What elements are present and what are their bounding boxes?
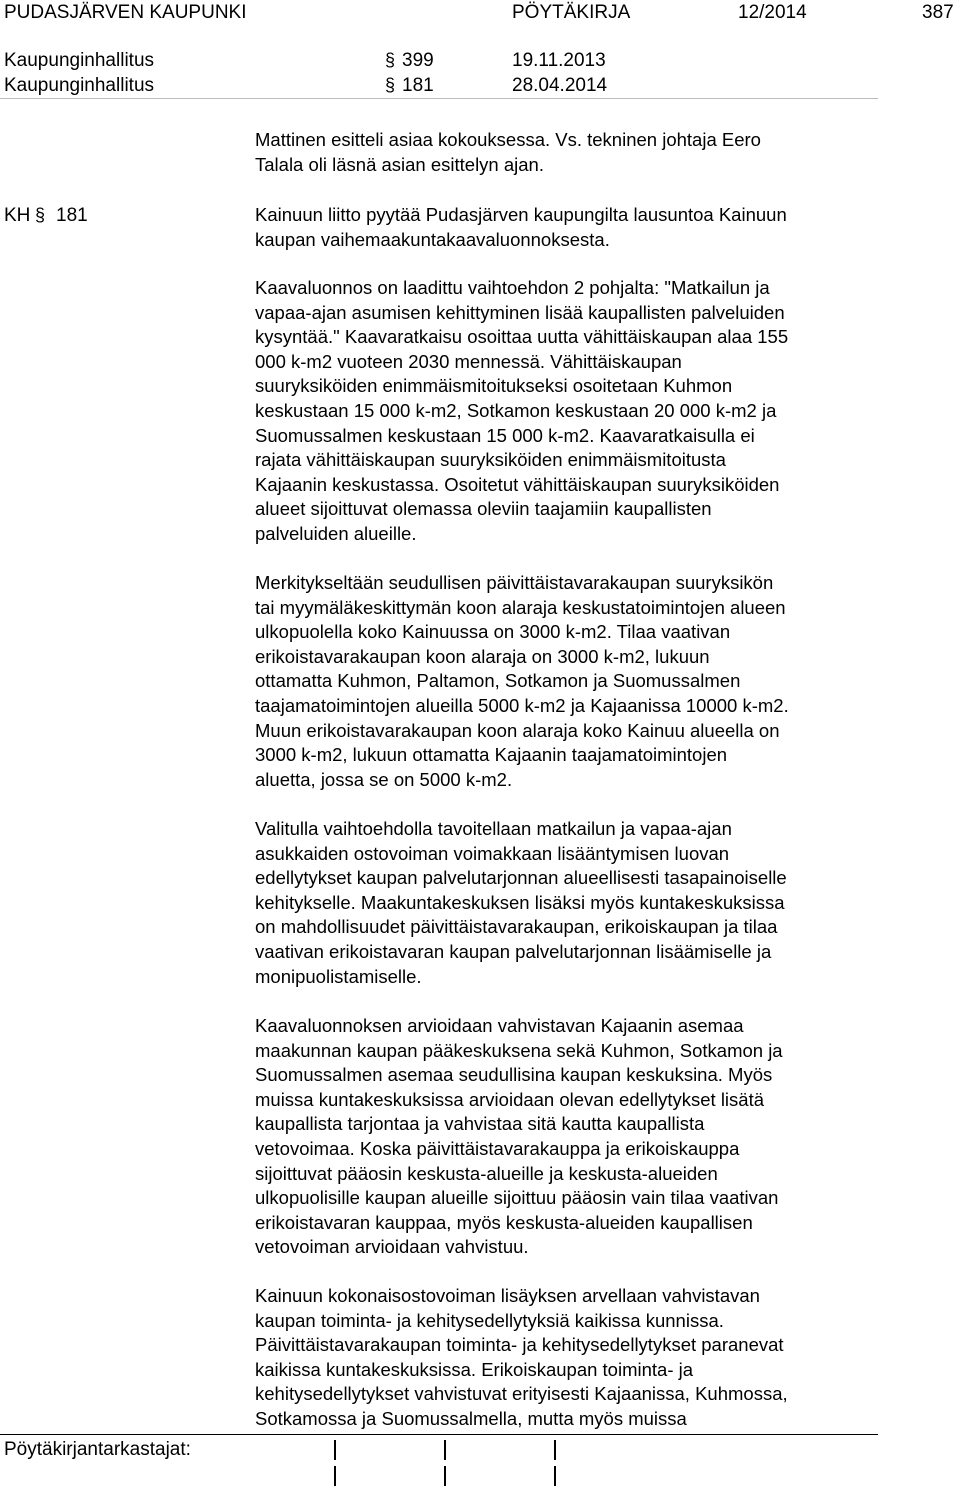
paragraph: Kainuun kokonaisostovoiman lisäyksen arvellaan vahvistavan kaupan toiminta- ja kehitysedellytyksiä kaikissa kunnissa. Päivittäistavarakaupan toiminta- ja kehitysedellytykset paranevat kaikissa kuntakeskuksissa. Erikoiskaupan toiminta- ja kehitysedellytykset vahvistuvat erityisesti Kajaanissa, Kuhmossa, Sotkamossa ja Suomussalmella, mutta myös muissa bbox=[255, 1285, 788, 1429]
reference-body: Kaupunginhallitus bbox=[4, 75, 155, 96]
signature-field bbox=[444, 1440, 446, 1460]
signature-field bbox=[334, 1440, 336, 1460]
document-type: PÖYTÄKIRJA bbox=[512, 2, 631, 23]
reference-section: 399 bbox=[402, 50, 434, 71]
paragraph: Mattinen esitteli asiaa kokouksessa. Vs. tekninen johtaja Eero Talala oli läsnä asian esittelyn ajan. bbox=[255, 129, 761, 175]
paragraph: Kaavaluonnoksen arvioidaan vahvistavan Kajaanin asemaa maakunnan kaupan pääkeskuksena sekä Kuhmon, Sotkamon ja Suomussalmen asemaa seudullisina kaupan keskuksina. Myös muissa kuntakeskuksissa arvioidaan olevan edellytykset lisätä kaupallista tarjontaa ja vahvistaa sitä kautta kaupallista vetovoimaa. Koska päivittäistavarakauppa ja erikoiskauppa sijoittuvat pääosin keskusta-alueille ja keskusta-alueiden ulkopuolisille kaupan alueille sijoittuu pääosin vain tilaa vaativan erikoistavaran kauppaa, myös keskusta-alueiden kaupallisen vetovoiman arvioidaan vahvistuu. bbox=[255, 1015, 783, 1258]
signature-field bbox=[444, 1466, 446, 1486]
header-divider bbox=[0, 98, 878, 99]
signature-field bbox=[334, 1466, 336, 1486]
signature-field bbox=[554, 1466, 556, 1486]
section-label: KH bbox=[4, 205, 31, 226]
section-symbol: § bbox=[385, 75, 396, 95]
reference-section: 181 bbox=[402, 75, 434, 96]
reference-body: Kaupunginhallitus bbox=[4, 50, 155, 71]
paragraph: Valitulla vaihtoehdolla tavoitellaan matkailun ja vapaa-ajan asukkaiden ostovoiman voimakkaan lisääntymisen luovan edellytykset kaupan palvelutarjonnan alueellisesti tasapainoiselle kehitykselle. Maakuntakeskuksen lisäksi myös kuntakeskuksissa on mahdollisuudet päivittäistavarakaupan, erikoiskaupan ja tilaa vaativan erikoistavaran kaupan palvelutarjonnan lisäämiselle ja monipuolistamiselle. bbox=[255, 818, 787, 987]
reference-date: 19.11.2013 bbox=[512, 50, 606, 71]
section-symbol: § bbox=[35, 205, 46, 225]
issue-number: 12/2014 bbox=[738, 2, 807, 23]
footer-label: Pöytäkirjantarkastajat: bbox=[4, 1439, 191, 1460]
paragraph: Kaavaluonnos on laadittu vaihtoehdon 2 pohjalta: "Matkailun ja vapaa-ajan asumisen kehittyminen lisää kaupallisten palveluiden kysyntää." Kaavaratkaisu osoittaa uutta vähittäiskaupan alaa 155 000 k-m2 vuoteen 2030 mennessä. Vähittäiskaupan suuryksiköiden enimmäismitoitukseksi osoitetaan Kuhmon keskustaan 15 000 k-m2, Sotkamon keskustaan 20 000 k-m2 ja Suomussalmen keskustaan 15 000 k-m2. Kaavaratkaisulla ei rajata vähittäiskaupan suuryksiköiden enimmäismitoitusta Kajaanin keskustassa. Osoitetut vähittäiskaupan suuryksiköiden alueet sijoittuvat olemassa oleviin taajamiin kaupallisten palveluiden alueille. bbox=[255, 277, 789, 544]
signature-field bbox=[554, 1440, 556, 1460]
page-number: 387 bbox=[922, 2, 954, 23]
paragraph: Merkitykseltään seudullisen päivittäistavarakaupan suuryksikön tai myymäläkeskittymän koon alaraja keskustatoimintojen alueen ulkopuolella koko Kainuussa on 3000 k-m2. Tilaa vaativan erikoistavarakaupan koon alaraja on 3000 k-m2, lukuun ottamatta Kuhmon, Paltamon, Sotkamon ja Suomussalmen taajamatoimintojen alueilla 5000 k-m2 ja Kajaanissa 10000 k-m2. Muun erikoistavarakaupan koon alaraja koko Kainuu alueella on 3000 k-m2, lukuun ottamatta Kajaanin taajamatoimintojen aluetta, jossa se on 5000 k-m2. bbox=[255, 572, 789, 790]
organization-name: PUDASJÄRVEN KAUPUNKI bbox=[4, 2, 247, 23]
paragraph: Kainuun liitto pyytää Pudasjärven kaupungilta lausuntoa Kainuun kaupan vaihemaakuntakaavaluonnoksesta. bbox=[255, 204, 787, 250]
section-symbol: § bbox=[385, 50, 396, 70]
reference-date: 28.04.2014 bbox=[512, 75, 608, 96]
section-number: 181 bbox=[56, 205, 88, 226]
footer-divider bbox=[0, 1434, 878, 1435]
